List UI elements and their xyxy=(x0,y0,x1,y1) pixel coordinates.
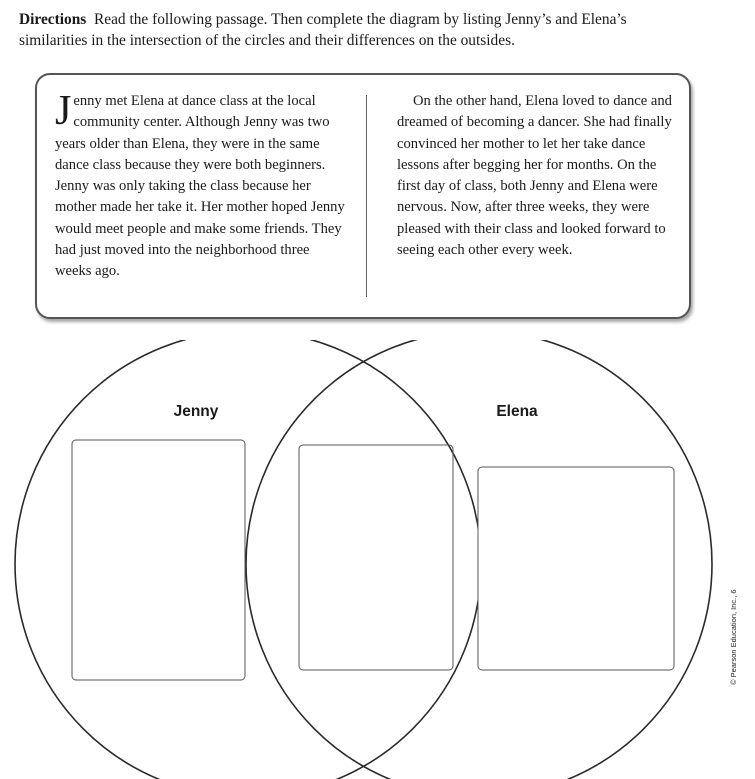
passage-box xyxy=(35,73,691,319)
jenny-label: Jenny xyxy=(173,403,219,420)
elena-label: Elena xyxy=(496,403,538,420)
copyright: © Pearson Education, Inc., 6 xyxy=(729,589,738,685)
directions-label: Directions xyxy=(19,11,87,28)
jenny-differences-box[interactable] xyxy=(72,440,245,680)
column-divider xyxy=(366,95,367,297)
elena-differences-box[interactable] xyxy=(478,467,674,670)
passage-left-text: enny met Elena at dance class at the local community center. Although Jenny was two years older than Elena, they were in the same dance class because they were both beginners. Jenny was only taking the class because her mother made her take it. Her mother hoped Jenny would meet people and make some friends. They had just moved into the neighborhood three weeks ago. xyxy=(55,93,345,280)
passage-right-text: On the other hand, Elena loved to dance and dreamed of becoming a dancer. She had finally convinced her mother to let her take dance lessons after begging her for months. On the first day of class, both Jenny and Elena were nervous. Now, after three weeks, they were pleased with their class and looked forward to seeing each other every week. xyxy=(397,93,672,259)
passage-right-column xyxy=(397,91,683,261)
similarities-box[interactable] xyxy=(299,445,453,670)
venn-diagram xyxy=(0,340,755,779)
passage-left-column xyxy=(55,88,345,283)
directions-text: Read the following passage. Then complete the diagram by listing Jenny’s and Elena’s similarities in the intersection of the circles and their differences on the outsides. xyxy=(19,11,627,49)
drop-cap: J xyxy=(55,88,72,134)
directions xyxy=(19,9,659,51)
